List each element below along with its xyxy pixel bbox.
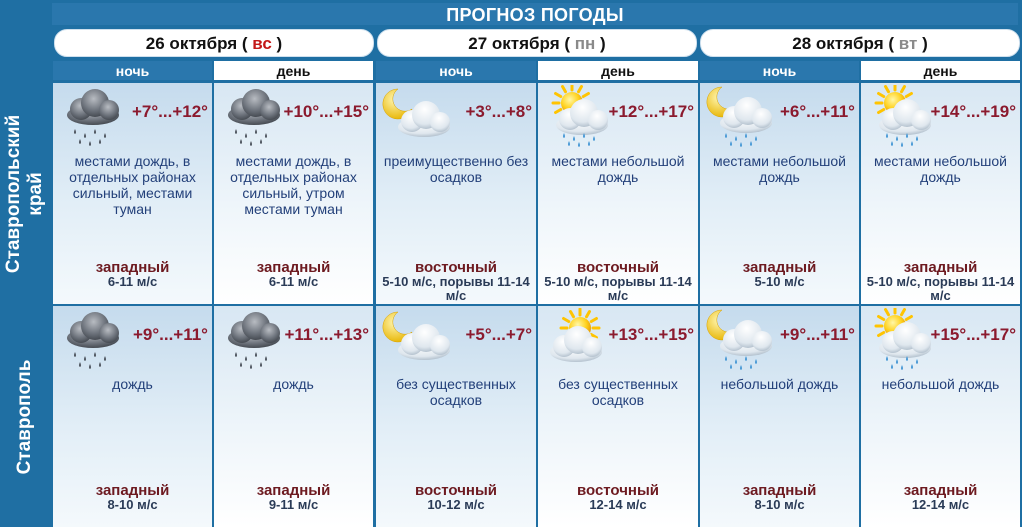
forecast-cell [700,306,859,527]
forecast-cell [214,306,373,527]
wind-direction: восточный [414,259,498,276]
weather-description: небольшой дождь [720,376,839,392]
wind-direction: западный [903,259,978,276]
wind-direction: западный [742,482,817,499]
wind-speed: 8-10 м/с [107,497,158,512]
date-header-1: 27 октября ( пн ) [377,29,697,57]
forecast-cell [861,306,1020,527]
date-header-2: 28 октября ( вт ) [700,29,1020,57]
wind-speed: 12-14 м/с [589,497,647,512]
weather-description: местами дождь, в отдельных районах сильный, утром местами туман [230,153,357,217]
temperature-range: +9°...+11° [132,325,208,344]
wind-direction: восточный [576,259,660,276]
weather-description: дождь [112,376,153,392]
temperature-range: +5°...+7° [465,325,532,344]
forecast-cell [376,83,536,304]
wind-speed: 5-10 м/с, порывы 11-14 м/с [866,274,1015,303]
period-day-1: день [538,61,698,80]
wind-direction: западный [95,259,170,276]
weather-description: небольшой дождь [881,376,1000,392]
temperature-range: +7°...+12° [132,102,208,121]
weather-description: местами небольшой дождь [551,153,685,185]
wind-speed: 6-11 м/с [107,274,158,289]
sun-cloud-rain-icon [865,85,937,143]
weather-description: без существенных осадков [396,376,516,408]
temperature-range: +11°...+13° [284,325,369,344]
wind-speed: 9-11 м/с [268,497,319,512]
rain-cloud-icon [57,308,129,366]
forecast-cell [53,83,212,304]
rain-cloud-icon [218,308,290,366]
temperature-range: +15°...+17° [930,325,1016,344]
temperature-range: +14°...+19° [930,102,1016,121]
temperature-range: +12°...+17° [608,102,694,121]
wind-direction: западный [256,259,331,276]
forecast-cell [861,83,1020,304]
wind-speed: 8-10 м/с [754,497,805,512]
day-of-week: пн [574,34,596,53]
wind-direction: западный [742,259,817,276]
period-day-0: день [214,61,373,80]
region-label-krai: Ставропольский край [3,114,46,273]
region-row-city [0,306,50,527]
period-night-0: ночь [53,61,212,80]
weather-description: преимущественно без осадков [383,153,529,185]
period-day-2: день [861,61,1020,80]
forecast-cell [214,83,373,304]
temperature-range: +10°...+15° [283,102,369,121]
sun-cloud-rain-icon [542,85,614,143]
region-label-city: Ставрополь [14,359,35,474]
wind-speed: 5-10 м/с [754,274,805,289]
wind-direction: восточный [414,482,498,499]
temperature-range: +6°...+11° [779,102,855,121]
weather-description: без существенных осадков [558,376,678,408]
forecast-cell [538,306,698,527]
period-night-1: ночь [376,61,536,80]
forecast-cell [376,306,536,527]
moon-cloud-icon [380,308,452,366]
sun-cloud-icon [542,308,614,366]
moon-cloud-rain-icon [704,85,776,143]
date-text: 28 октября [792,34,884,53]
weather-description: местами небольшой дождь [713,153,846,185]
region-row-krai [0,83,50,304]
temperature-range: +3°...+8° [465,102,532,121]
forecast-cell [700,83,859,304]
wind-direction: западный [256,482,331,499]
heavy-rain-cloud-icon [218,85,290,143]
wind-speed: 5-10 м/с, порывы 11-14 м/с [382,274,530,303]
weather-description: местами дождь, в отдельных районах сильный, местами туман [69,153,196,217]
date-text: 27 октября [468,34,560,53]
sun-cloud-rain-icon [865,308,937,366]
temperature-range: +13°...+15° [608,325,694,344]
weather-description: дождь [273,376,314,392]
temperature-range: +9°...+11° [779,325,855,344]
corner-block [0,0,50,83]
wind-direction: западный [95,482,170,499]
weather-description: местами небольшой дождь [874,153,1007,185]
day-of-week: вс [252,34,272,53]
date-header-0: 26 октября ( вс ) [54,29,374,57]
wind-speed: 10-12 м/с [427,497,485,512]
heavy-rain-cloud-icon [57,85,129,143]
date-text: 26 октября [145,34,238,53]
day-of-week: вт [898,34,918,53]
moon-cloud-rain-icon [704,308,776,366]
forecast-title: ПРОГНОЗ ПОГОДЫ [52,3,1018,25]
wind-direction: западный [903,482,978,499]
wind-direction: восточный [576,482,660,499]
forecast-cell [538,83,698,304]
moon-cloud-icon [380,85,452,143]
wind-speed: 5-10 м/с, порывы 11-14 м/с [544,274,692,303]
period-night-2: ночь [700,61,859,80]
wind-speed: 6-11 м/с [268,274,319,289]
wind-speed: 12-14 м/с [911,497,970,512]
forecast-cell [53,306,212,527]
